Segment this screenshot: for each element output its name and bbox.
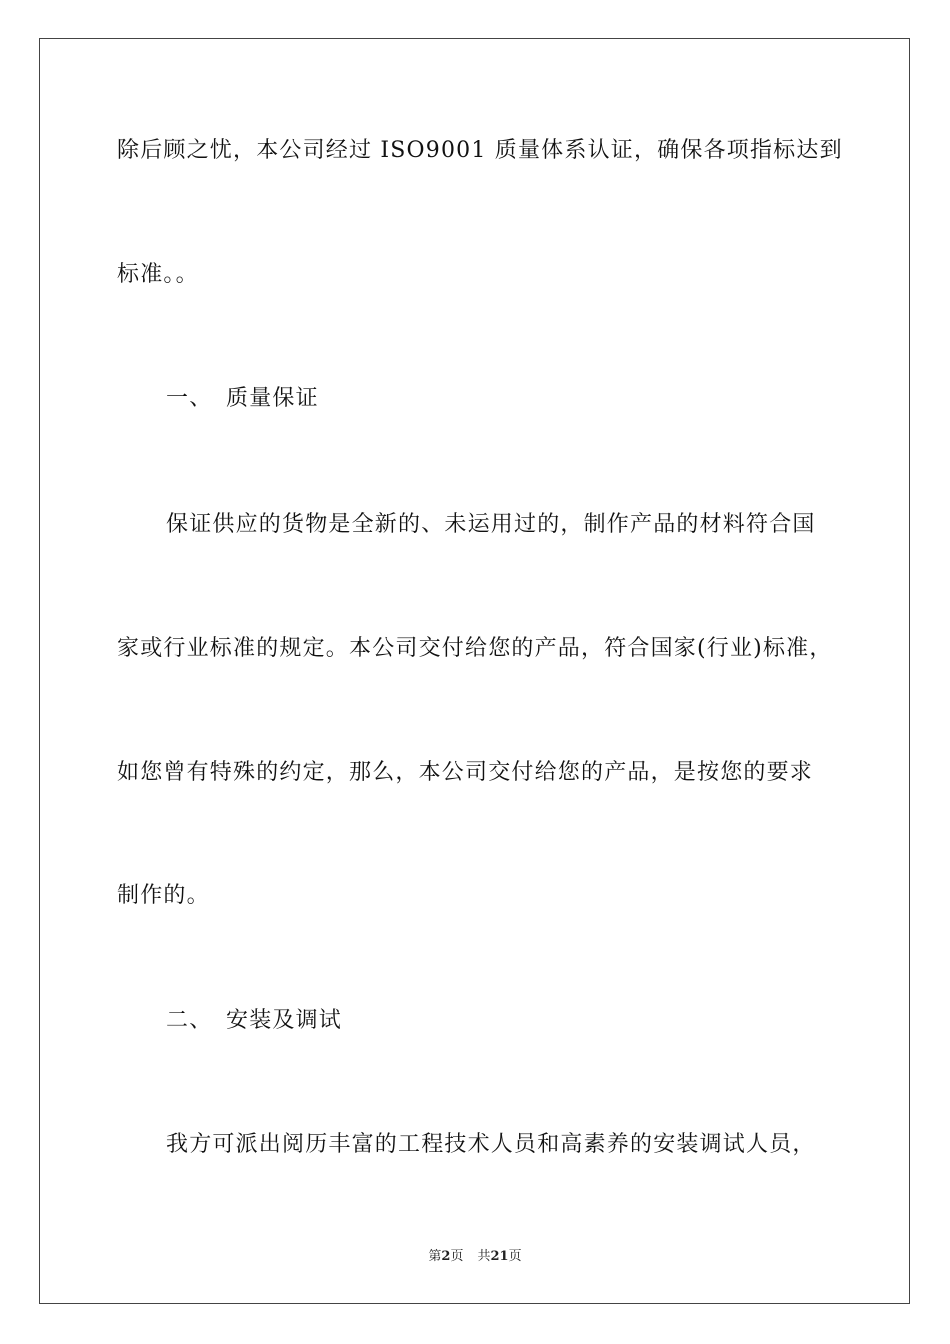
body-line-3: 保证供应的货物是全新的、未运用过的，制作产品的材料符合国 (166, 512, 816, 537)
body-line-5: 如您曾有特殊的约定，那么，本公司交付给您的产品，是按您的要求 (117, 760, 814, 785)
page-frame (39, 38, 910, 1304)
total-suffix: 页 (508, 1249, 522, 1264)
body-line-1: 除后顾之忧，本公司经过 ISO9001 质量体系认证，确保各项指标达到 (117, 138, 843, 163)
page-number: 2 (441, 1249, 451, 1264)
section-heading-quality (166, 384, 319, 414)
page-footer (0, 1248, 950, 1266)
section-number: 一、 (166, 386, 213, 411)
section-number: 二、 (166, 1008, 213, 1033)
section-title: 安装及调试 (226, 1008, 343, 1033)
section-heading-installation (166, 1006, 342, 1036)
body-line-6: 制作的。 (117, 883, 210, 908)
body-line-4: 家或行业标准的规定。本公司交付给您的产品，符合国家(行业)标准， (117, 636, 833, 661)
total-pages: 21 (490, 1249, 509, 1264)
body-line-2: 标准。。 (117, 262, 199, 287)
page-prefix: 第 (428, 1249, 442, 1264)
total-prefix: 共 (477, 1249, 491, 1264)
body-line-7: 我方可派出阅历丰富的工程技术人员和高素养的安装调试人员， (166, 1132, 816, 1157)
page-suffix: 页 (450, 1249, 464, 1264)
section-title: 质量保证 (226, 386, 319, 411)
